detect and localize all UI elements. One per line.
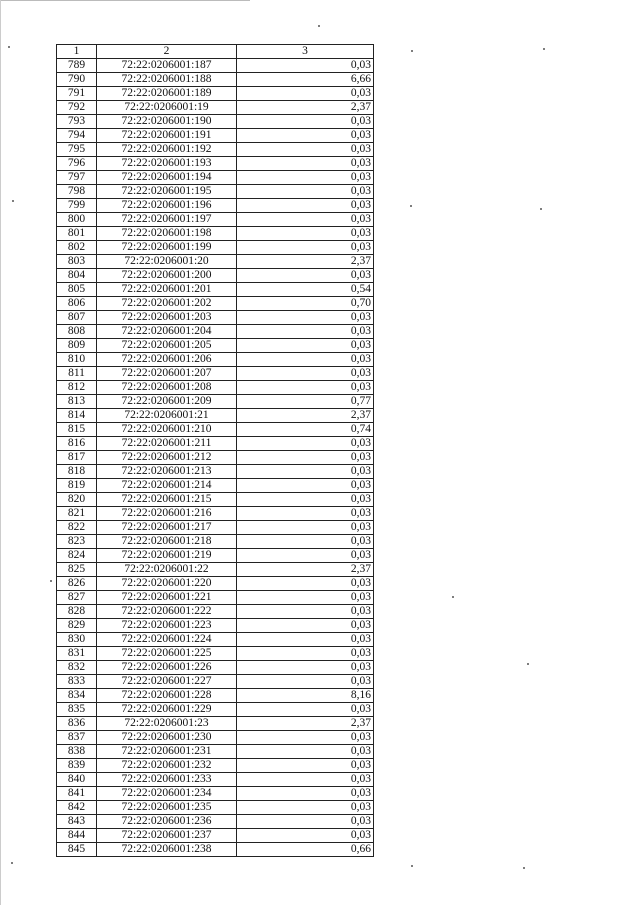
row-number-cell: 834 — [57, 689, 97, 703]
scan-speck — [410, 205, 412, 207]
cadastral-number-cell: 72:22:0206001:234 — [97, 787, 237, 801]
value-cell: 0,03 — [237, 143, 374, 157]
table-body — [57, 59, 374, 857]
value-cell: 0,70 — [237, 297, 374, 311]
row-number-cell: 838 — [57, 745, 97, 759]
value-cell: 2,37 — [237, 563, 374, 577]
row-number-cell: 831 — [57, 647, 97, 661]
row-number-cell: 811 — [57, 367, 97, 381]
table-row — [57, 227, 374, 241]
scan-speck — [411, 50, 413, 52]
value-cell: 0,03 — [237, 381, 374, 395]
table-row — [57, 773, 374, 787]
table-row — [57, 395, 374, 409]
value-cell: 0,03 — [237, 787, 374, 801]
table-row — [57, 619, 374, 633]
value-cell: 0,03 — [237, 227, 374, 241]
cadastral-number-cell: 72:22:0206001:223 — [97, 619, 237, 633]
row-number-cell: 789 — [57, 59, 97, 73]
table-row — [57, 479, 374, 493]
cadastral-number-cell: 72:22:0206001:218 — [97, 535, 237, 549]
table-row — [57, 87, 374, 101]
value-cell: 0,74 — [237, 423, 374, 437]
row-number-cell: 809 — [57, 339, 97, 353]
table-row — [57, 199, 374, 213]
cadastral-number-cell: 72:22:0206001:228 — [97, 689, 237, 703]
row-number-cell: 826 — [57, 577, 97, 591]
cadastral-number-cell: 72:22:0206001:209 — [97, 395, 237, 409]
value-cell: 0,54 — [237, 283, 374, 297]
table-row — [57, 255, 374, 269]
value-cell: 2,37 — [237, 255, 374, 269]
cadastral-number-cell: 72:22:0206001:210 — [97, 423, 237, 437]
cadastral-number-cell: 72:22:0206001:195 — [97, 185, 237, 199]
table-row — [57, 353, 374, 367]
row-number-cell: 798 — [57, 185, 97, 199]
value-cell: 0,03 — [237, 493, 374, 507]
cadastral-number-cell: 72:22:0206001:200 — [97, 269, 237, 283]
row-number-cell: 815 — [57, 423, 97, 437]
row-number-cell: 790 — [57, 73, 97, 87]
cadastral-number-cell: 72:22:0206001:217 — [97, 521, 237, 535]
table-row — [57, 535, 374, 549]
table-row — [57, 675, 374, 689]
page-left-edge-line — [0, 0, 1, 905]
cadastral-number-cell: 72:22:0206001:222 — [97, 605, 237, 619]
value-cell: 0,03 — [237, 241, 374, 255]
value-cell: 0,03 — [237, 535, 374, 549]
row-number-cell: 828 — [57, 605, 97, 619]
cadastral-number-cell: 72:22:0206001:193 — [97, 157, 237, 171]
table-row — [57, 297, 374, 311]
table-row — [57, 787, 374, 801]
value-cell: 0,03 — [237, 87, 374, 101]
value-cell: 0,03 — [237, 269, 374, 283]
value-cell: 0,03 — [237, 661, 374, 675]
cadastral-number-cell: 72:22:0206001:207 — [97, 367, 237, 381]
row-number-cell: 813 — [57, 395, 97, 409]
row-number-cell: 840 — [57, 773, 97, 787]
table-row — [57, 717, 374, 731]
table-row — [57, 591, 374, 605]
cadastral-number-cell: 72:22:0206001:232 — [97, 759, 237, 773]
value-cell: 0,03 — [237, 353, 374, 367]
value-cell: 0,03 — [237, 507, 374, 521]
row-number-cell: 839 — [57, 759, 97, 773]
cadastral-number-cell: 72:22:0206001:190 — [97, 115, 237, 129]
cadastral-number-cell: 72:22:0206001:198 — [97, 227, 237, 241]
value-cell: 2,37 — [237, 101, 374, 115]
table-row — [57, 423, 374, 437]
column-header-2: 2 — [97, 45, 237, 59]
value-cell: 0,03 — [237, 549, 374, 563]
row-number-cell: 843 — [57, 815, 97, 829]
table-row — [57, 437, 374, 451]
cadastral-number-cell: 72:22:0206001:220 — [97, 577, 237, 591]
table-row — [57, 843, 374, 857]
table-header-row — [57, 45, 374, 59]
value-cell: 0,03 — [237, 647, 374, 661]
table-row — [57, 409, 374, 423]
row-number-cell: 793 — [57, 115, 97, 129]
value-cell: 0,03 — [237, 605, 374, 619]
cadastral-number-cell: 72:22:0206001:230 — [97, 731, 237, 745]
value-cell: 0,03 — [237, 479, 374, 493]
row-number-cell: 814 — [57, 409, 97, 423]
row-number-cell: 807 — [57, 311, 97, 325]
table-row — [57, 157, 374, 171]
table-row — [57, 185, 374, 199]
scan-speck — [11, 862, 13, 864]
value-cell: 0,03 — [237, 703, 374, 717]
value-cell: 0,03 — [237, 367, 374, 381]
table-row — [57, 759, 374, 773]
value-cell: 0,03 — [237, 129, 374, 143]
row-number-cell: 841 — [57, 787, 97, 801]
table-row — [57, 633, 374, 647]
row-number-cell: 803 — [57, 255, 97, 269]
cadastral-number-cell: 72:22:0206001:227 — [97, 675, 237, 689]
value-cell: 6,66 — [237, 73, 374, 87]
cadastral-number-cell: 72:22:0206001:238 — [97, 843, 237, 857]
cadastral-number-cell: 72:22:0206001:206 — [97, 353, 237, 367]
table-row — [57, 171, 374, 185]
table-row — [57, 129, 374, 143]
scan-speck — [411, 865, 413, 867]
cadastral-number-cell: 72:22:0206001:194 — [97, 171, 237, 185]
cadastral-number-cell: 72:22:0206001:224 — [97, 633, 237, 647]
value-cell: 0,66 — [237, 843, 374, 857]
table-row — [57, 325, 374, 339]
row-number-cell: 800 — [57, 213, 97, 227]
cadastral-number-cell: 72:22:0206001:196 — [97, 199, 237, 213]
value-cell: 0,03 — [237, 731, 374, 745]
value-cell: 0,03 — [237, 465, 374, 479]
row-number-cell: 818 — [57, 465, 97, 479]
cadastral-number-cell: 72:22:0206001:19 — [97, 101, 237, 115]
cadastral-number-cell: 72:22:0206001:221 — [97, 591, 237, 605]
cadastral-number-cell: 72:22:0206001:205 — [97, 339, 237, 353]
scan-speck — [50, 580, 52, 582]
row-number-cell: 836 — [57, 717, 97, 731]
value-cell: 0,03 — [237, 451, 374, 465]
row-number-cell: 817 — [57, 451, 97, 465]
value-cell: 0,77 — [237, 395, 374, 409]
scan-speck — [12, 200, 14, 202]
value-cell: 0,03 — [237, 115, 374, 129]
cadastral-number-cell: 72:22:0206001:225 — [97, 647, 237, 661]
table-row — [57, 283, 374, 297]
value-cell: 0,03 — [237, 199, 374, 213]
row-number-cell: 821 — [57, 507, 97, 521]
column-header-3: 3 — [237, 45, 374, 59]
value-cell: 2,37 — [237, 717, 374, 731]
table-row — [57, 311, 374, 325]
table-row — [57, 577, 374, 591]
value-cell: 0,03 — [237, 171, 374, 185]
row-number-cell: 801 — [57, 227, 97, 241]
column-header-1: 1 — [57, 45, 97, 59]
cadastral-number-cell: 72:22:0206001:22 — [97, 563, 237, 577]
row-number-cell: 824 — [57, 549, 97, 563]
value-cell: 0,03 — [237, 633, 374, 647]
table-row — [57, 647, 374, 661]
table-row — [57, 703, 374, 717]
row-number-cell: 819 — [57, 479, 97, 493]
value-cell: 0,03 — [237, 311, 374, 325]
table-row — [57, 521, 374, 535]
table-row — [57, 745, 374, 759]
cadastral-number-cell: 72:22:0206001:211 — [97, 437, 237, 451]
cadastral-number-cell: 72:22:0206001:203 — [97, 311, 237, 325]
value-cell: 0,03 — [237, 577, 374, 591]
value-cell: 0,03 — [237, 213, 374, 227]
row-number-cell: 791 — [57, 87, 97, 101]
row-number-cell: 830 — [57, 633, 97, 647]
scan-speck — [527, 663, 529, 665]
row-number-cell: 792 — [57, 101, 97, 115]
row-number-cell: 804 — [57, 269, 97, 283]
scan-speck — [318, 25, 320, 27]
scan-speck — [523, 867, 525, 869]
cadastral-number-cell: 72:22:0206001:214 — [97, 479, 237, 493]
row-number-cell: 797 — [57, 171, 97, 185]
table-row — [57, 73, 374, 87]
cadastral-number-cell: 72:22:0206001:229 — [97, 703, 237, 717]
cadastral-number-cell: 72:22:0206001:187 — [97, 59, 237, 73]
value-cell: 0,03 — [237, 59, 374, 73]
table-row — [57, 563, 374, 577]
scan-speck — [8, 46, 10, 48]
value-cell: 0,03 — [237, 157, 374, 171]
row-number-cell: 827 — [57, 591, 97, 605]
value-cell: 0,03 — [237, 325, 374, 339]
value-cell: 0,03 — [237, 591, 374, 605]
cadastral-number-cell: 72:22:0206001:197 — [97, 213, 237, 227]
row-number-cell: 823 — [57, 535, 97, 549]
row-number-cell: 812 — [57, 381, 97, 395]
row-number-cell: 832 — [57, 661, 97, 675]
table-row — [57, 381, 374, 395]
table-row — [57, 213, 374, 227]
row-number-cell: 799 — [57, 199, 97, 213]
row-number-cell: 802 — [57, 241, 97, 255]
cadastral-number-cell: 72:22:0206001:216 — [97, 507, 237, 521]
row-number-cell: 829 — [57, 619, 97, 633]
cadastral-number-cell: 72:22:0206001:201 — [97, 283, 237, 297]
value-cell: 0,03 — [237, 619, 374, 633]
cadastral-number-cell: 72:22:0206001:212 — [97, 451, 237, 465]
table-row — [57, 241, 374, 255]
cadastral-number-cell: 72:22:0206001:23 — [97, 717, 237, 731]
cadastral-number-cell: 72:22:0206001:208 — [97, 381, 237, 395]
cadastral-number-cell: 72:22:0206001:20 — [97, 255, 237, 269]
row-number-cell: 795 — [57, 143, 97, 157]
table-row — [57, 367, 374, 381]
table-row — [57, 549, 374, 563]
table-row — [57, 661, 374, 675]
table-row — [57, 101, 374, 115]
table-row — [57, 143, 374, 157]
row-number-cell: 805 — [57, 283, 97, 297]
row-number-cell: 806 — [57, 297, 97, 311]
table-row — [57, 829, 374, 843]
value-cell: 0,03 — [237, 773, 374, 787]
scan-speck — [452, 596, 454, 598]
cadastral-number-cell: 72:22:0206001:204 — [97, 325, 237, 339]
value-cell: 0,03 — [237, 801, 374, 815]
row-number-cell: 820 — [57, 493, 97, 507]
cadastral-number-cell: 72:22:0206001:219 — [97, 549, 237, 563]
cadastral-number-cell: 72:22:0206001:202 — [97, 297, 237, 311]
cadastral-number-cell: 72:22:0206001:188 — [97, 73, 237, 87]
table-row — [57, 339, 374, 353]
cadastral-number-cell: 72:22:0206001:215 — [97, 493, 237, 507]
table-row — [57, 451, 374, 465]
table-row — [57, 605, 374, 619]
table-row — [57, 507, 374, 521]
page-top-edge-line — [0, 0, 250, 1]
cadastral-number-cell: 72:22:0206001:237 — [97, 829, 237, 843]
row-number-cell: 810 — [57, 353, 97, 367]
value-cell: 0,03 — [237, 185, 374, 199]
value-cell: 0,03 — [237, 815, 374, 829]
table-row — [57, 269, 374, 283]
row-number-cell: 842 — [57, 801, 97, 815]
cadastral-number-cell: 72:22:0206001:226 — [97, 661, 237, 675]
table-row — [57, 815, 374, 829]
value-cell: 0,03 — [237, 759, 374, 773]
cadastral-number-cell: 72:22:0206001:235 — [97, 801, 237, 815]
table-row — [57, 689, 374, 703]
cadastral-number-cell: 72:22:0206001:189 — [97, 87, 237, 101]
scan-speck — [540, 208, 542, 210]
value-cell: 0,03 — [237, 745, 374, 759]
cadastral-number-cell: 72:22:0206001:231 — [97, 745, 237, 759]
row-number-cell: 844 — [57, 829, 97, 843]
row-number-cell: 816 — [57, 437, 97, 451]
scan-speck — [543, 48, 545, 50]
cadastral-number-cell: 72:22:0206001:191 — [97, 129, 237, 143]
table-row — [57, 59, 374, 73]
cadastral-number-cell: 72:22:0206001:233 — [97, 773, 237, 787]
row-number-cell: 835 — [57, 703, 97, 717]
value-cell: 2,37 — [237, 409, 374, 423]
cadastral-number-cell: 72:22:0206001:21 — [97, 409, 237, 423]
table-row — [57, 115, 374, 129]
value-cell: 0,03 — [237, 437, 374, 451]
row-number-cell: 825 — [57, 563, 97, 577]
row-number-cell: 794 — [57, 129, 97, 143]
cadastral-number-cell: 72:22:0206001:199 — [97, 241, 237, 255]
row-number-cell: 822 — [57, 521, 97, 535]
row-number-cell: 833 — [57, 675, 97, 689]
value-cell: 0,03 — [237, 521, 374, 535]
cadastral-number-cell: 72:22:0206001:192 — [97, 143, 237, 157]
table-row — [57, 801, 374, 815]
table-row — [57, 465, 374, 479]
cadastral-number-cell: 72:22:0206001:236 — [97, 815, 237, 829]
table-row — [57, 493, 374, 507]
cadastral-number-cell: 72:22:0206001:213 — [97, 465, 237, 479]
table-row — [57, 731, 374, 745]
data-table — [56, 44, 374, 857]
value-cell: 0,03 — [237, 829, 374, 843]
row-number-cell: 796 — [57, 157, 97, 171]
value-cell: 0,03 — [237, 339, 374, 353]
row-number-cell: 845 — [57, 843, 97, 857]
value-cell: 0,03 — [237, 675, 374, 689]
row-number-cell: 808 — [57, 325, 97, 339]
row-number-cell: 837 — [57, 731, 97, 745]
value-cell: 8,16 — [237, 689, 374, 703]
